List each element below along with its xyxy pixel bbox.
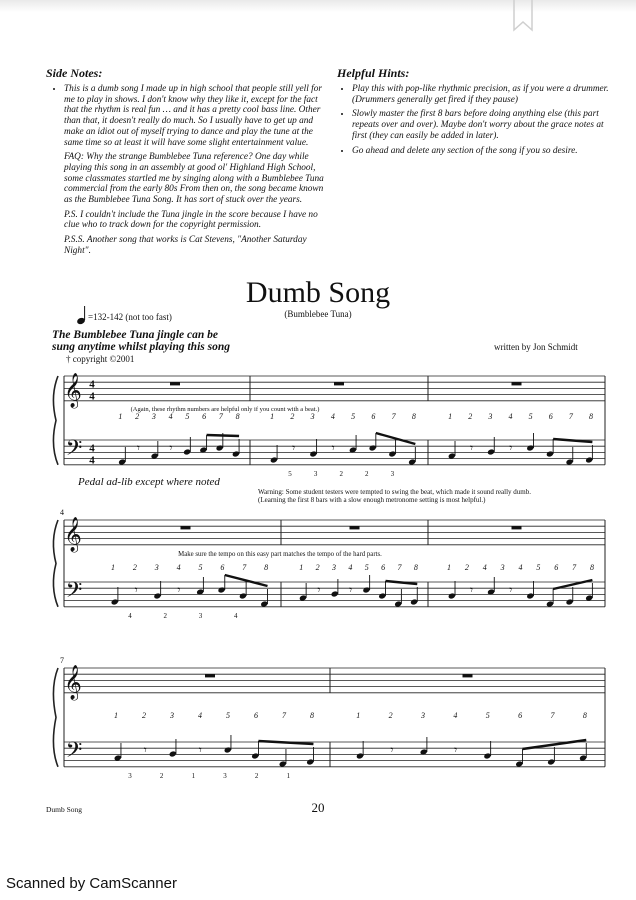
count-number: 1 bbox=[114, 711, 118, 720]
fingering-number: 2 bbox=[254, 772, 259, 780]
count-number: 2 bbox=[315, 563, 320, 572]
whole-rest bbox=[334, 382, 344, 385]
count-number: 8 bbox=[582, 711, 587, 720]
side-notes-bullet: • This is a dumb song I made up in high school that people still yell for me to play in shows. I don't know why they like it, except for the fact that the rhythm is real fun … and it has a pretty cool bass line. Other than that, it doesn't really do much. So I usually have to get up and make an idiot out of myself trying to dance and play the tune at the same time so at least it will have some slight entertainment value. bbox=[64, 84, 328, 148]
count-number: 6 bbox=[254, 711, 258, 720]
jingle-note-line-1: The Bumblebee Tuna jingle can be bbox=[52, 329, 218, 341]
jingle-note-line-2: sung anytime whilst playing this song bbox=[52, 341, 230, 353]
eighth-rest: 𝄾 bbox=[453, 743, 458, 757]
eighth-rest: 𝄾 bbox=[169, 441, 173, 455]
brace bbox=[53, 668, 58, 767]
beam bbox=[553, 439, 592, 442]
count-number: 1 bbox=[448, 412, 453, 421]
warning-line-2: (Learning the first 8 bars with a slow enough metronome setting is most helpful.) bbox=[258, 496, 486, 504]
count-number: 3 bbox=[170, 711, 174, 720]
count-number: 5 bbox=[536, 563, 541, 572]
page-number: 20 bbox=[311, 800, 325, 815]
count-number: 6 bbox=[220, 563, 225, 572]
eighth-rest: 𝄾 bbox=[317, 583, 321, 597]
whole-rest bbox=[463, 674, 473, 677]
brace bbox=[53, 376, 58, 465]
count-number: 3 bbox=[488, 412, 493, 421]
count-number: 4 bbox=[168, 412, 173, 421]
fingering-number: 2 bbox=[365, 470, 369, 478]
whole-rest bbox=[512, 526, 522, 529]
count-number: 8 bbox=[411, 412, 416, 421]
count-number: 3 bbox=[154, 563, 159, 572]
time-signature-bottom: 4 bbox=[89, 454, 95, 467]
hint-item: • Go ahead and delete any section of the song if you so desire. bbox=[352, 146, 610, 157]
warning-note bbox=[258, 488, 531, 504]
eighth-rest: 𝄾 bbox=[469, 441, 474, 455]
song-subtitle: (Bumblebee Tuna) bbox=[284, 309, 352, 319]
count-number: 6 bbox=[548, 412, 553, 421]
count-number: 3 bbox=[151, 412, 156, 421]
count-number: 1 bbox=[299, 563, 304, 572]
count-number: 1 bbox=[446, 563, 451, 572]
count-number: 5 bbox=[185, 412, 190, 421]
count-number: 7 bbox=[242, 563, 247, 572]
fingering-number: 1 bbox=[286, 772, 291, 780]
side-notes-title: Side Notes: bbox=[46, 66, 103, 80]
count-number: 6 bbox=[554, 563, 559, 572]
side-notes-pss: P.S.S. Another song that works is Cat Stevens, "Another Saturday Night". bbox=[64, 235, 307, 256]
time-signature-top: 4 bbox=[89, 378, 95, 391]
fingering-number: 3 bbox=[390, 470, 395, 478]
eighth-rest: 𝄾 bbox=[143, 743, 147, 757]
fingering-number: 1 bbox=[191, 772, 196, 780]
count-number: 3 bbox=[310, 412, 315, 421]
count-number: 2 bbox=[388, 711, 393, 720]
count-number: 7 bbox=[550, 711, 555, 720]
bass-clef-icon: 𝄢 bbox=[65, 578, 83, 607]
count-number: 7 bbox=[572, 563, 577, 572]
eighth-rest: 𝄾 bbox=[292, 441, 296, 455]
count-number: 2 bbox=[468, 412, 473, 421]
count-number: 2 bbox=[290, 412, 295, 421]
count-number: 4 bbox=[482, 563, 487, 572]
eighth-rest: 𝄾 bbox=[136, 441, 140, 455]
count-number: 5 bbox=[351, 412, 356, 421]
eighth-rest: 𝄾 bbox=[198, 743, 202, 757]
count-number: 1 bbox=[118, 412, 123, 421]
count-number: 8 bbox=[588, 412, 593, 421]
count-number: 7 bbox=[397, 563, 402, 572]
count-number: 4 bbox=[198, 711, 202, 720]
count-number: 5 bbox=[364, 563, 369, 572]
count-number: 8 bbox=[264, 563, 269, 572]
count-number: 6 bbox=[518, 711, 523, 720]
brace bbox=[53, 520, 58, 607]
fingering-number: 5 bbox=[288, 470, 292, 478]
count-number: 8 bbox=[235, 412, 240, 421]
fingering-number: 2 bbox=[163, 612, 167, 620]
helpful-hints-title: Helpful Hints: bbox=[337, 66, 410, 80]
whole-rest bbox=[350, 526, 360, 529]
count-number: 4 bbox=[453, 711, 458, 720]
fingering-number: 2 bbox=[159, 772, 164, 780]
time-signature-bottom: 4 bbox=[89, 390, 95, 403]
treble-clef-icon: 𝄞 bbox=[64, 666, 82, 699]
fingering-number: 4 bbox=[128, 612, 132, 620]
count-number: 2 bbox=[464, 563, 469, 572]
side-notes-faq: FAQ: Why the strange Bumblebee Tuna reference? One day while playing this song in an assembly at good ol' Highland High School, some classmates startled me by singing along with a Bumblebee Tuna commercial from the early 80s From then on, the song became known as the Bumblebee Tuna Song. It has sort of stuck over the years. bbox=[64, 152, 324, 206]
count-number: 5 bbox=[226, 711, 230, 720]
footer-song-name: Dumb Song bbox=[46, 805, 83, 814]
count-number: 8 bbox=[590, 563, 595, 572]
count-number: 1 bbox=[356, 711, 361, 720]
beam bbox=[258, 741, 313, 744]
eighth-rest: 𝄾 bbox=[134, 583, 138, 597]
count-number: 1 bbox=[270, 412, 275, 421]
eighth-rest: 𝄾 bbox=[348, 583, 353, 597]
bass-clef-icon: 𝄢 bbox=[65, 436, 83, 465]
treble-clef-icon: 𝄞 bbox=[64, 374, 82, 407]
count-number: 2 bbox=[142, 711, 146, 720]
hint-item: • Slowly master the first 8 bars before doing anything else (this part repeats over and over). Maybe don't worry about the grace notes at first (they can easily be added in later). bbox=[352, 109, 610, 141]
side-notes-ps: P.S. I couldn't include the Tuna jingle in the score because I have no clue who to track down for the copyright permission. bbox=[64, 209, 318, 231]
fingering-number: 3 bbox=[128, 772, 132, 780]
count-number: 3 bbox=[420, 711, 425, 720]
count-number: 5 bbox=[198, 563, 203, 572]
count-note: (Again, these rhythm numbers are helpful only if you count with a beat.) bbox=[130, 406, 320, 413]
count-number: 7 bbox=[391, 412, 396, 421]
composer: written by Jon Schmidt bbox=[494, 342, 578, 352]
eighth-rest: 𝄾 bbox=[390, 743, 394, 757]
count-number: 4 bbox=[508, 412, 513, 421]
fingering-number: 3 bbox=[313, 470, 318, 478]
tempo-note: Make sure the tempo on this easy part matches the tempo of the hard parts. bbox=[178, 551, 382, 558]
count-number: 4 bbox=[176, 563, 181, 572]
scanner-watermark: Scanned by CamScanner bbox=[6, 875, 177, 892]
count-number: 3 bbox=[500, 563, 505, 572]
measure-number: 7 bbox=[60, 656, 64, 665]
count-number: 6 bbox=[202, 412, 207, 421]
warning-line-1: Warning: Some student testers were tempted to swing the beat, which made it sound really dumb. bbox=[258, 488, 531, 496]
fingering-number: 3 bbox=[223, 772, 227, 780]
count-number: 2 bbox=[135, 412, 140, 421]
count-number: 2 bbox=[132, 563, 137, 572]
eighth-rest: 𝄾 bbox=[509, 441, 513, 455]
fingering-number: 2 bbox=[339, 470, 343, 478]
count-number: 8 bbox=[413, 563, 418, 572]
time-signature-top: 4 bbox=[89, 442, 95, 455]
tempo-marking: =132-142 (not too fast) bbox=[88, 312, 172, 322]
count-number: 4 bbox=[330, 412, 335, 421]
whole-rest bbox=[205, 674, 215, 677]
count-number: 4 bbox=[348, 563, 353, 572]
count-number: 6 bbox=[371, 412, 376, 421]
fingering-number: 3 bbox=[198, 612, 203, 620]
count-number: 7 bbox=[218, 412, 223, 421]
count-number: 5 bbox=[528, 412, 533, 421]
bass-clef-icon: 𝄢 bbox=[65, 738, 83, 767]
count-number: 3 bbox=[331, 563, 336, 572]
song-title: Dumb Song bbox=[245, 276, 391, 309]
measure-number: 4 bbox=[60, 508, 64, 517]
beam bbox=[207, 435, 240, 436]
beam bbox=[386, 581, 418, 584]
count-number: 1 bbox=[110, 563, 115, 572]
count-number: 5 bbox=[485, 711, 490, 720]
count-number: 7 bbox=[282, 711, 286, 720]
eighth-rest: 𝄾 bbox=[509, 583, 513, 597]
hint-item: • Play this with pop-like rhythmic precision, as if you were a drummer. (Drummers generally get fired if they pause) bbox=[352, 84, 610, 105]
eighth-rest: 𝄾 bbox=[469, 583, 474, 597]
count-number: 8 bbox=[310, 711, 314, 720]
whole-rest bbox=[170, 382, 180, 385]
count-number: 6 bbox=[381, 563, 386, 572]
count-number: 7 bbox=[568, 412, 573, 421]
copyright: † copyright ©2001 bbox=[66, 354, 135, 364]
whole-rest bbox=[181, 526, 191, 529]
eighth-rest: 𝄾 bbox=[331, 441, 335, 455]
eighth-rest: 𝄾 bbox=[177, 583, 181, 597]
treble-clef-icon: 𝄞 bbox=[64, 518, 82, 551]
fingering-number: 4 bbox=[234, 612, 238, 620]
pedal-marking: Pedal ad-lib except where noted bbox=[78, 476, 220, 488]
count-number: 4 bbox=[518, 563, 523, 572]
whole-rest bbox=[512, 382, 522, 385]
